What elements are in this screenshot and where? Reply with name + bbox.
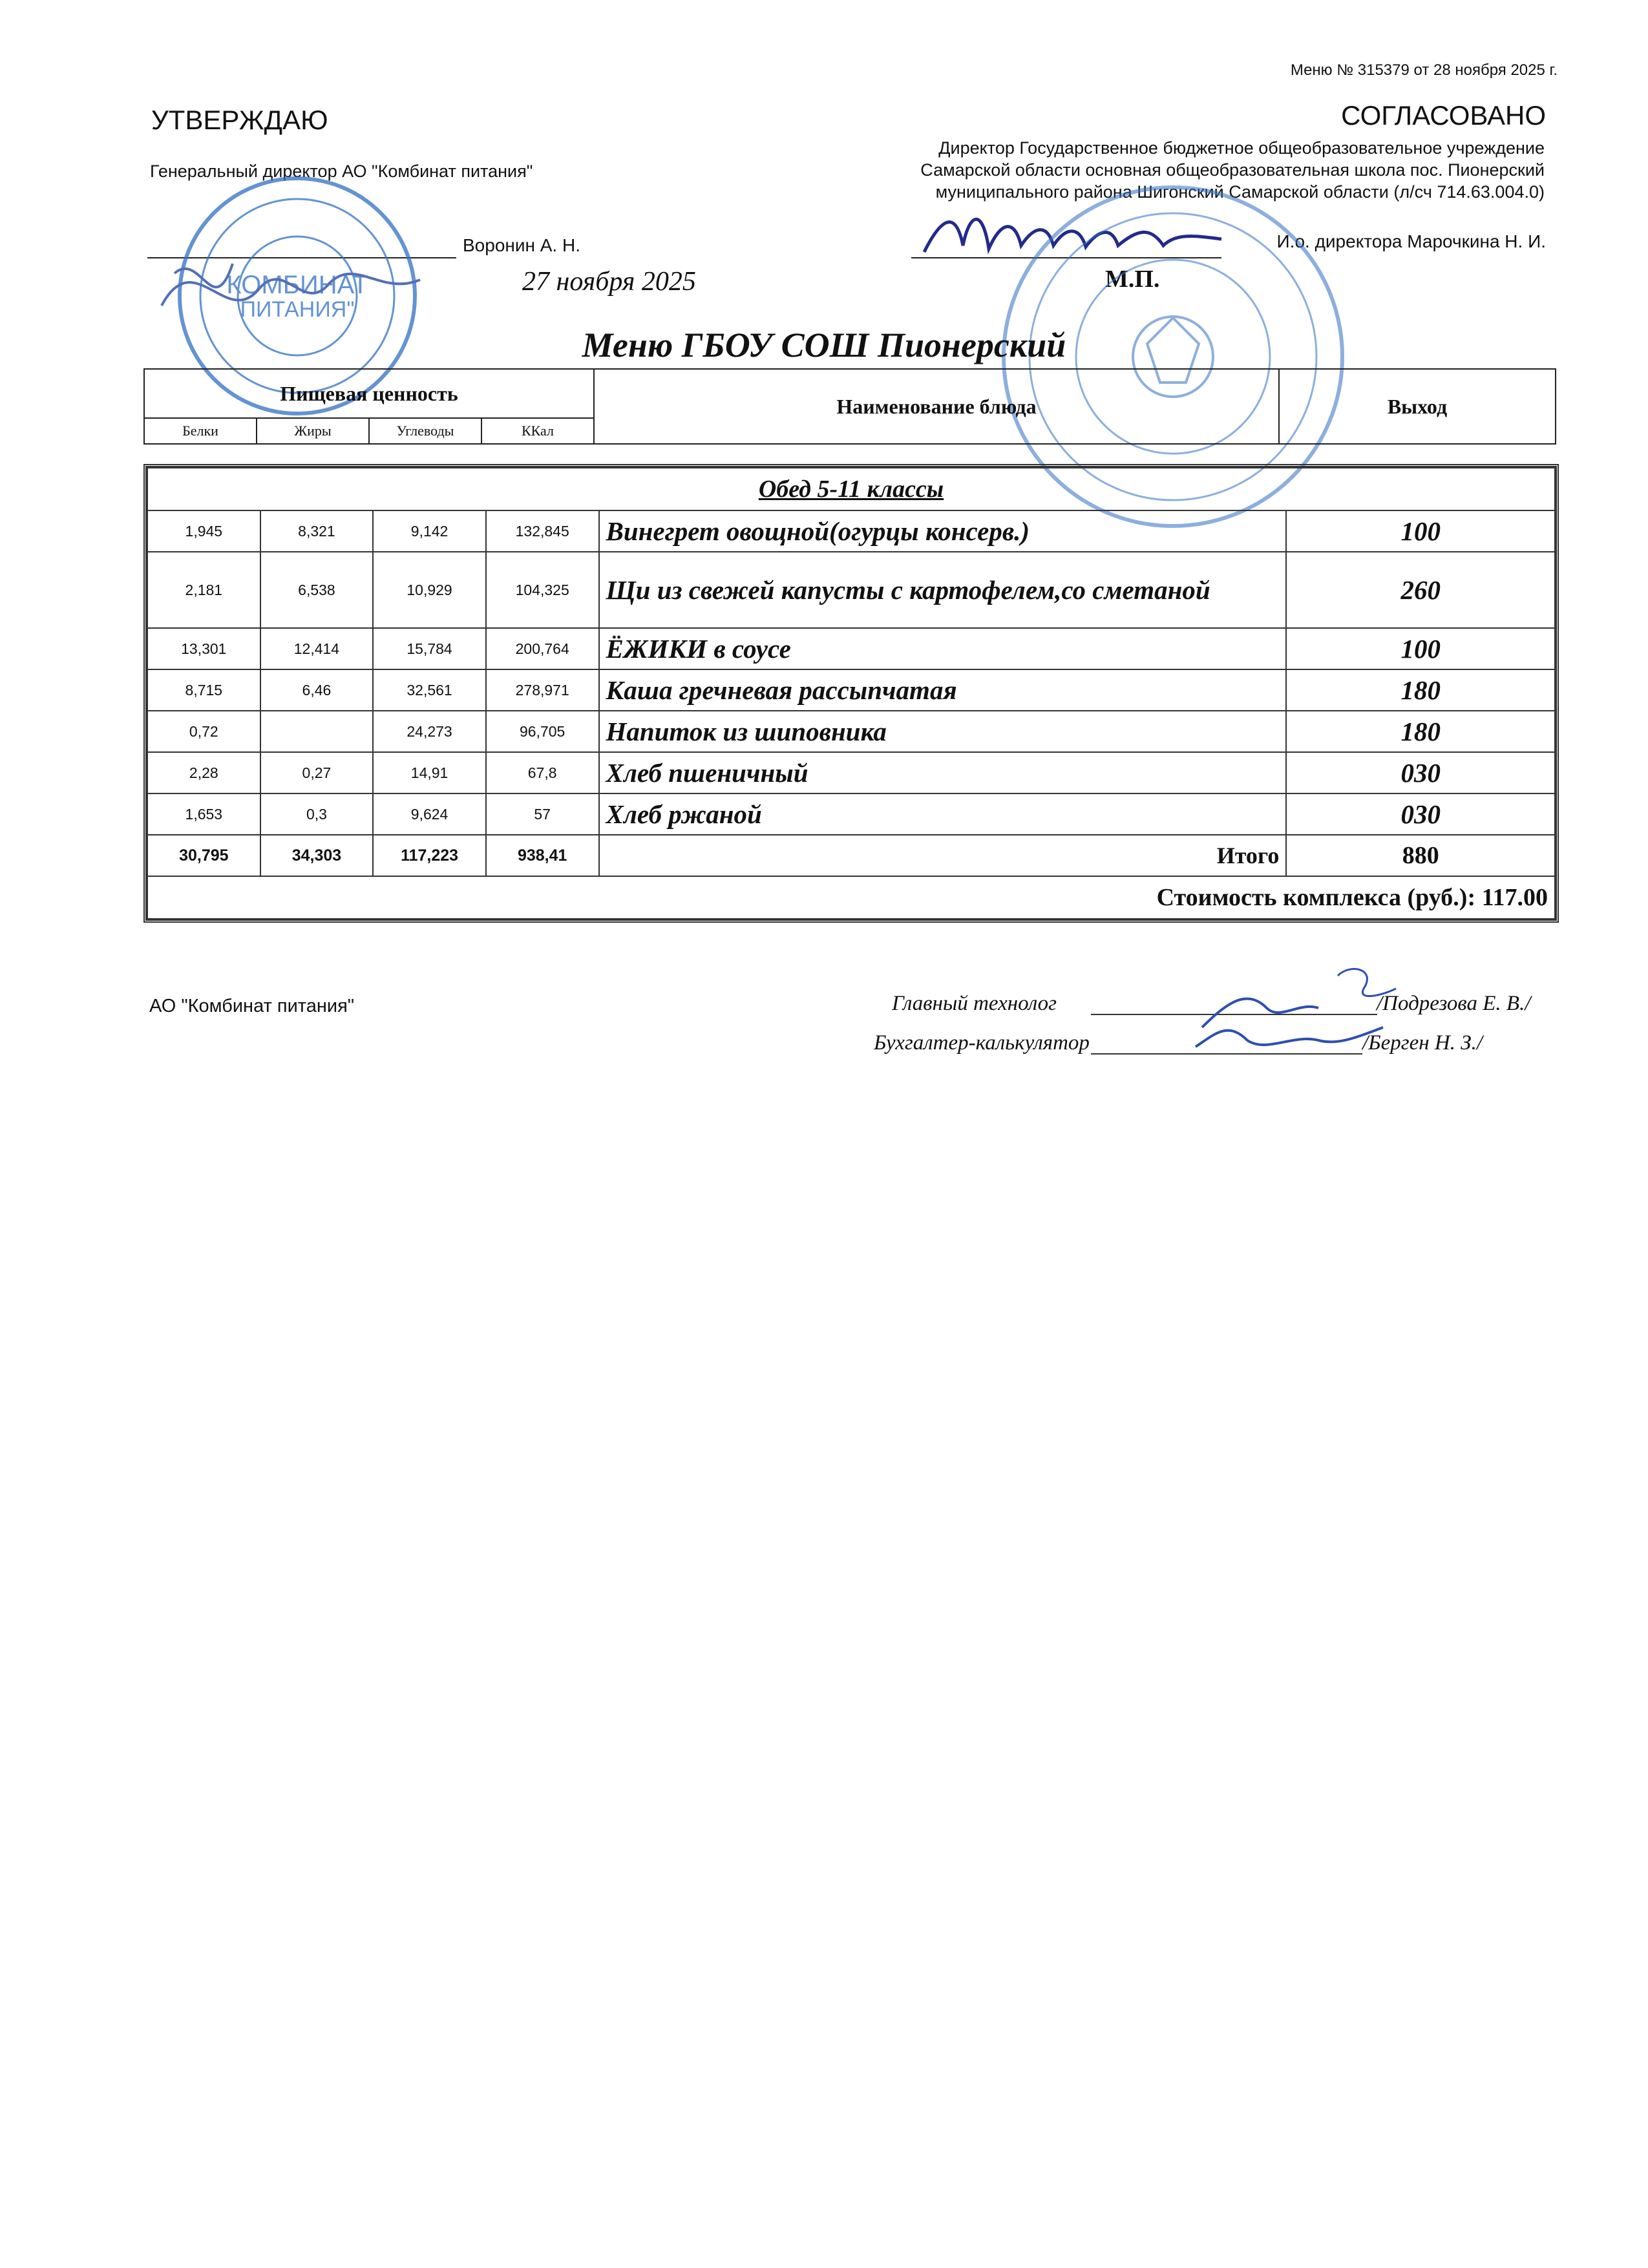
header-protein: Белки — [144, 418, 257, 444]
output-cell: 100 — [1286, 628, 1555, 669]
agree-heading: СОГЛАСОВАНО — [1341, 100, 1546, 131]
output-cell: 030 — [1286, 793, 1555, 835]
carbs-cell: 9,142 — [373, 510, 486, 552]
protein-cell: 2,181 — [147, 552, 260, 628]
page-title: Меню ГБОУ СОШ Пионерский — [582, 326, 1066, 364]
tech-name: /Подрезова Е. В./ — [1377, 992, 1531, 1015]
approve-date: 27 ноября 2025 — [522, 267, 696, 297]
kcal-cell: 96,705 — [486, 711, 599, 752]
fat-cell: 8,321 — [260, 510, 374, 552]
dish-cell: Напиток из шиповника — [599, 711, 1287, 752]
carbs-cell: 15,784 — [373, 628, 486, 669]
header-output: Выход — [1279, 369, 1556, 444]
kcal-cell: 132,845 — [486, 510, 599, 552]
approve-heading: УТВЕРЖДАЮ — [151, 105, 328, 135]
menu-table — [147, 467, 1556, 919]
protein-cell: 1,653 — [147, 793, 260, 835]
fat-cell: 0,27 — [260, 752, 374, 793]
dish-cell: Винегрет овощной(огурцы консерв.) — [599, 510, 1287, 552]
approve-position: Генеральный директор АО "Комбинат питания" — [150, 162, 533, 181]
table-row — [147, 669, 1555, 711]
fat-cell: 6,538 — [260, 552, 374, 628]
footer-signatures — [1189, 963, 1409, 1066]
dish-cell: Каша гречневая рассыпчатая — [599, 669, 1287, 711]
total-carbs: 117,223 — [373, 835, 486, 876]
output-cell: 180 — [1286, 711, 1555, 752]
table-row — [147, 628, 1555, 669]
protein-cell: 8,715 — [147, 669, 260, 711]
table-row — [147, 552, 1555, 628]
svg-text:КОМБИНАТ: КОМБИНАТ — [226, 271, 368, 299]
table-row — [147, 752, 1555, 793]
dish-cell: Щи из свежей капусты с картофелем,со сметаной — [599, 552, 1287, 628]
dish-cell: Хлеб пшеничный — [599, 752, 1287, 793]
accountant-label: Бухгалтер-калькулятор — [874, 1031, 1090, 1055]
table-row — [147, 711, 1555, 752]
seal-place-label: М.П. — [1105, 266, 1160, 293]
protein-cell: 1,945 — [147, 510, 260, 552]
section-title: Обед 5-11 классы — [147, 468, 1555, 510]
output-cell: 030 — [1286, 752, 1555, 793]
dish-cell: ЁЖИКИ в соусе — [599, 628, 1287, 669]
dish-cell: Хлеб ржаной — [599, 793, 1287, 835]
kcal-cell: 278,971 — [486, 669, 599, 711]
carbs-cell: 10,929 — [373, 552, 486, 628]
fat-cell — [260, 711, 374, 752]
accountant-name: /Берген Н. З./ — [1362, 1031, 1483, 1055]
carbs-cell: 24,273 — [373, 711, 486, 752]
header-dish: Наименование блюда — [594, 369, 1279, 444]
carbs-cell: 32,561 — [373, 669, 486, 711]
menu-number: Меню № 315379 от 28 ноября 2025 г. — [1290, 61, 1558, 79]
kcal-cell: 67,8 — [486, 752, 599, 793]
menu-table-frame — [143, 464, 1559, 923]
kcal-cell: 200,764 — [486, 628, 599, 669]
header-fat: Жиры — [257, 418, 369, 444]
carbs-cell: 14,91 — [373, 752, 486, 793]
protein-cell: 0,72 — [147, 711, 260, 752]
cost-line: Стоимость комплекса (руб.): 117.00 — [147, 876, 1555, 919]
header-kcal: ККал — [481, 418, 594, 444]
total-protein: 30,795 — [147, 835, 260, 876]
approve-name: Воронин А. Н. — [463, 235, 580, 255]
footer-org: АО "Комбинат питания" — [149, 996, 355, 1016]
output-cell: 100 — [1286, 510, 1555, 552]
kcal-cell: 104,325 — [486, 552, 599, 628]
svg-text:ПИТАНИЯ": ПИТАНИЯ" — [240, 297, 355, 322]
header-table — [143, 368, 1556, 445]
header-nutrition: Пищевая ценность — [144, 369, 594, 418]
fat-cell: 6,46 — [260, 669, 374, 711]
agree-position: Директор Государственное бюджетное общеобразовательное учреждение Самарской области основная общеобразовательная школа пос. Пионерский муниципального района Шигонский Самарской области (л/сч 714.63.004.0) — [920, 138, 1545, 202]
table-row — [147, 510, 1555, 552]
output-cell: 260 — [1286, 552, 1555, 628]
protein-cell: 13,301 — [147, 628, 260, 669]
tech-label: Главный технолог — [892, 992, 1057, 1015]
total-output: 880 — [1286, 835, 1555, 876]
output-cell: 180 — [1286, 669, 1555, 711]
agree-name: И.о. директора Марочкина Н. И. — [1276, 231, 1546, 251]
header-carbs: Углеводы — [369, 418, 481, 444]
protein-cell: 2,28 — [147, 752, 260, 793]
total-label: Итого — [599, 835, 1287, 876]
carbs-cell: 9,624 — [373, 793, 486, 835]
table-row — [147, 793, 1555, 835]
total-row — [147, 835, 1555, 876]
total-fat: 34,303 — [260, 835, 374, 876]
total-kcal: 938,41 — [486, 835, 599, 876]
fat-cell: 0,3 — [260, 793, 374, 835]
fat-cell: 12,414 — [260, 628, 374, 669]
kcal-cell: 57 — [486, 793, 599, 835]
